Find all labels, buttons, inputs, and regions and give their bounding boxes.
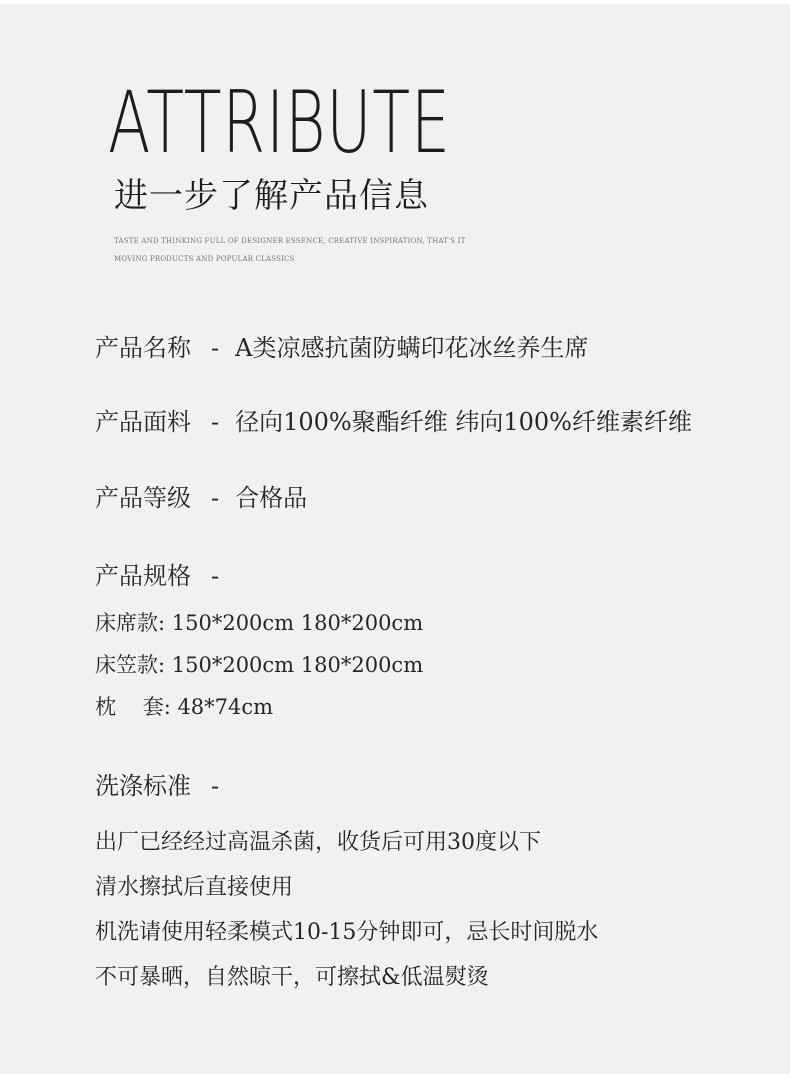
product-name-label: 产品名称 xyxy=(95,334,191,362)
product-grade-row xyxy=(95,482,307,514)
tagline-line-2: MOVING PRODUCTS AND POPULAR CLASSICS xyxy=(114,255,295,263)
spec-item: 床笠款: 150*200cm 180*200cm xyxy=(95,653,424,677)
product-spec-label: 产品规格 xyxy=(95,562,191,590)
separator: - xyxy=(211,408,220,436)
product-fabric-row xyxy=(95,406,692,438)
product-grade-value: 合格品 xyxy=(235,484,308,512)
separator: - xyxy=(211,334,220,362)
separator: - xyxy=(211,484,220,512)
care-line: 不可暴晒，自然晾干，可擦拭&低温熨烫 xyxy=(95,965,489,990)
spec-item: 枕 套: 48*74cm xyxy=(95,695,274,719)
attribute-panel xyxy=(0,4,790,1074)
product-grade-label: 产品等级 xyxy=(95,484,191,512)
page-subtitle: 进一步了解产品信息 xyxy=(114,176,429,216)
separator: - xyxy=(211,562,220,590)
product-name-value: A类凉感抗菌防螨印花冰丝养生席 xyxy=(235,334,589,362)
product-name-row xyxy=(95,332,588,364)
care-line: 清水擦拭后直接使用 xyxy=(95,875,294,900)
washing-row xyxy=(95,770,235,802)
separator: - xyxy=(211,772,220,800)
product-fabric-label: 产品面料 xyxy=(95,408,191,436)
care-line: 机洗请使用轻柔模式10-15分钟即可，忌长时间脱水 xyxy=(95,920,599,945)
care-line: 出厂已经经过高温杀菌，收货后可用30度以下 xyxy=(95,830,541,855)
spec-item: 床席款: 150*200cm 180*200cm xyxy=(95,611,424,635)
tagline-line-1: TASTE AND THINKING FULL OF DESIGNER ESSENCE, CREATIVE INSPIRATION, THAT'S IT xyxy=(114,237,466,245)
washing-label: 洗涤标准 xyxy=(95,772,191,800)
page-title: ATTRIBUTE xyxy=(108,73,451,173)
product-fabric-value: 径向100%聚酯纤维 纬向100%纤维素纤维 xyxy=(235,408,692,436)
product-spec-row xyxy=(95,560,235,592)
